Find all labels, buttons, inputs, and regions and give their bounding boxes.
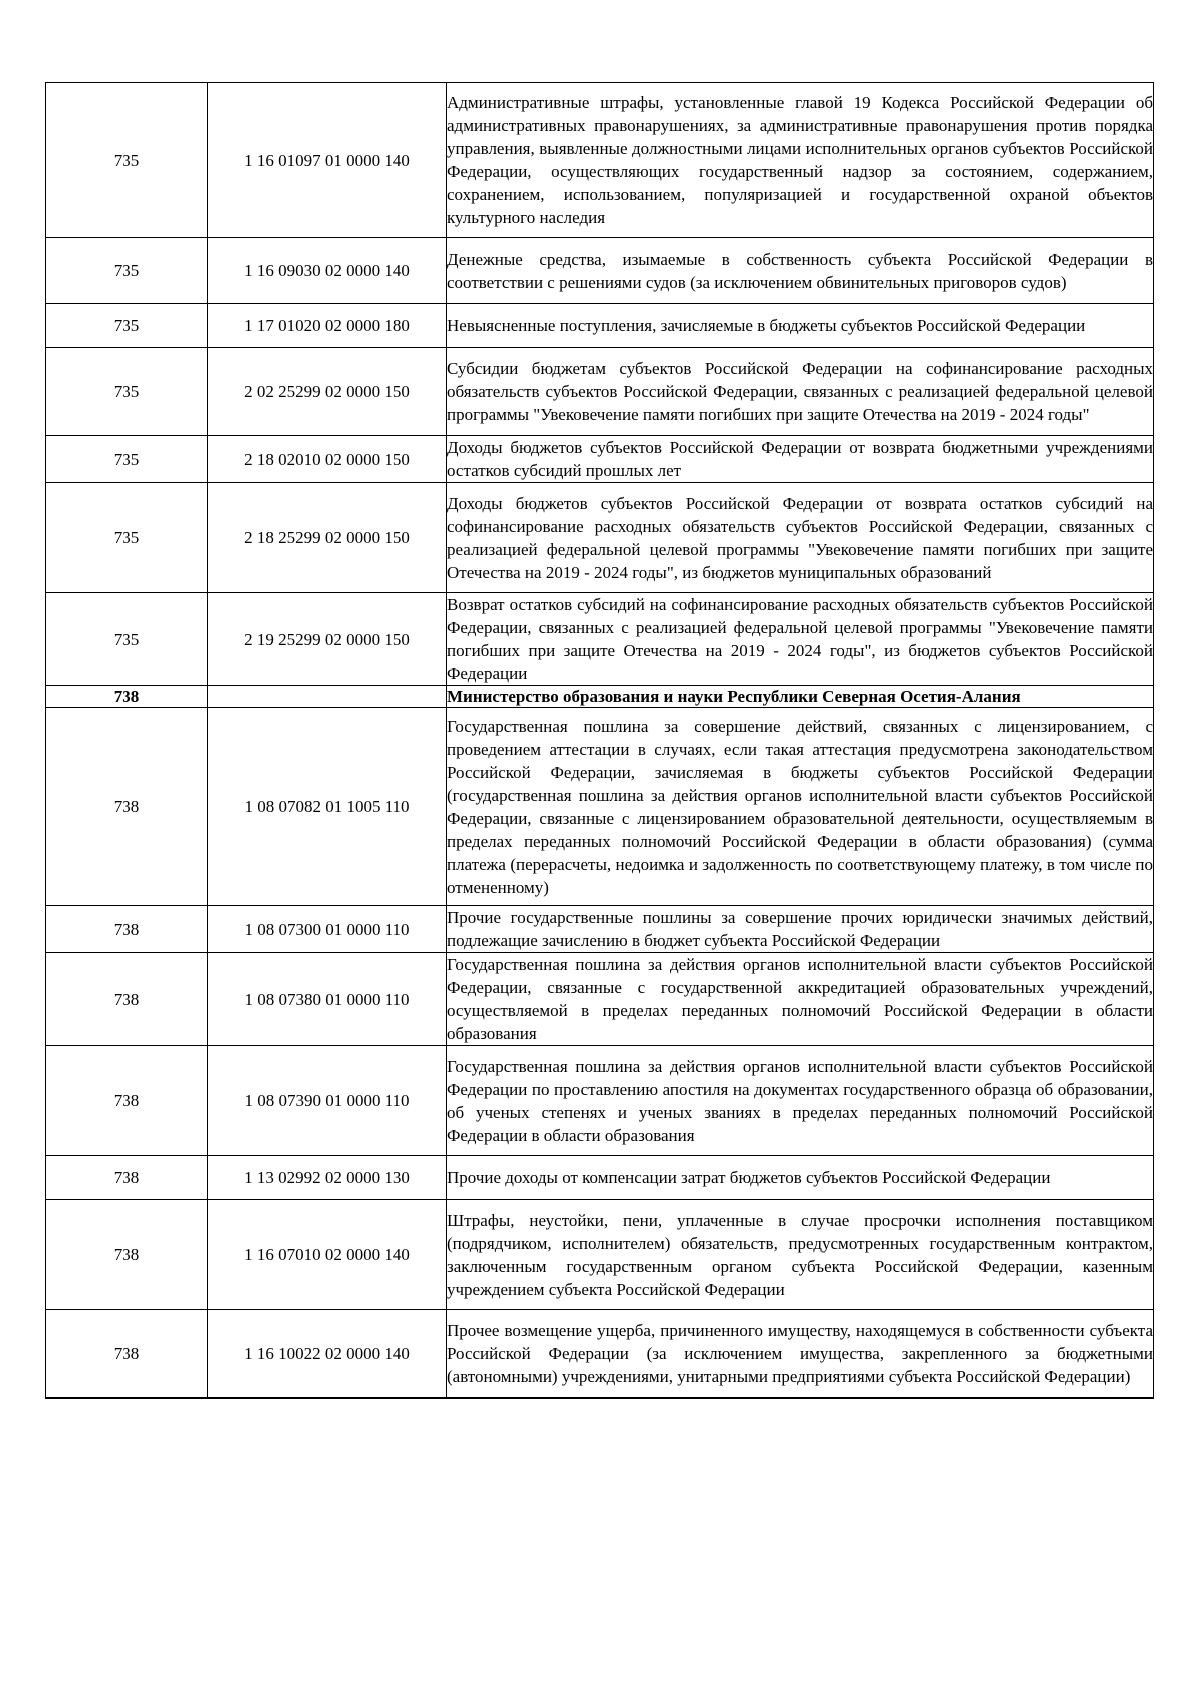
table-row xyxy=(46,1200,1154,1310)
budget-code-cell: 2 18 25299 02 0000 150 xyxy=(208,483,447,593)
revenue-name-cell: Прочее возмещение ущерба, причиненного имуществу, находящемуся в собственности субъекта Российской Федерации (за исключением имущества, закрепленного за бюджетными (автономными) учреждениями, унитарными предприятиями субъекта Российской Федерации) xyxy=(447,1310,1154,1398)
revenue-table-body xyxy=(46,83,1154,1398)
table-row xyxy=(46,593,1154,686)
revenue-table xyxy=(45,82,1154,1399)
revenue-name-cell: Доходы бюджетов субъектов Российской Федерации от возврата остатков субсидий на софинансирование расходных обязательств субъектов Российской Федерации, связанных с реализацией федеральной целевой программы "Увековечение памяти погибших при защите Отечества на 2019 - 2024 годы", из бюджетов муниципальных образований xyxy=(447,483,1154,593)
admin-code-cell: 738 xyxy=(46,1046,208,1156)
budget-code-cell: 1 16 07010 02 0000 140 xyxy=(208,1200,447,1310)
admin-code-cell: 738 xyxy=(46,1200,208,1310)
table-row xyxy=(46,708,1154,906)
revenue-name-cell: Административные штрафы, установленные главой 19 Кодекса Российской Федерации об административных правонарушениях, за административные правонарушения против порядка управления, выявленные должностными лицами исполнительных органов субъектов Российской Федерации, осуществляющих государственный надзор за состоянием, содержанием, сохранением, использованием, популяризацией и государственной охраной объектов культурного наследия xyxy=(447,83,1154,238)
admin-code-cell: 735 xyxy=(46,238,208,304)
revenue-name-cell: Невыясненные поступления, зачисляемые в бюджеты субъектов Российской Федерации xyxy=(447,304,1154,348)
table-row xyxy=(46,1310,1154,1398)
revenue-name-cell: Штрафы, неустойки, пени, уплаченные в случае просрочки исполнения поставщиком (подрядчиком, исполнителем) обязательств, предусмотренных государственным контрактом, заключенным государственным органом субъекта Российской Федерации, казенным учреждением субъекта Российской Федерации xyxy=(447,1200,1154,1310)
revenue-name-cell: Государственная пошлина за действия органов исполнительной власти субъектов Российской Федерации по проставлению апостиля на документах государственного образца об образовании, об ученых степенях и ученых званиях в пределах переданных полномочий Российской Федерации в области образования xyxy=(447,1046,1154,1156)
admin-code-cell: 738 xyxy=(46,1156,208,1200)
table-row xyxy=(46,436,1154,483)
admin-code-cell: 735 xyxy=(46,483,208,593)
section-header-row xyxy=(46,686,1154,708)
document-page xyxy=(45,82,1154,1399)
table-row xyxy=(46,304,1154,348)
admin-code-cell: 735 xyxy=(46,348,208,436)
revenue-name-cell: Государственная пошлина за действия органов исполнительной власти субъектов Российской Федерации, связанные с государственной аккредитацией образовательных учреждений, осуществляемой в пределах переданных полномочий Российской Федерации в области образования xyxy=(447,953,1154,1046)
table-row xyxy=(46,348,1154,436)
admin-code-cell: 738 xyxy=(46,953,208,1046)
admin-code-cell: 735 xyxy=(46,436,208,483)
table-row xyxy=(46,83,1154,238)
admin-code-cell: 735 xyxy=(46,593,208,686)
budget-code-cell xyxy=(208,686,447,708)
admin-code-cell: 738 xyxy=(46,1310,208,1398)
revenue-name-cell: Возврат остатков субсидий на софинансирование расходных обязательств субъектов Российской Федерации, связанных с реализацией федеральной целевой программы "Увековечение памяти погибших при защите Отечества на 2019 - 2024 годы", из бюджетов субъектов Российской Федерации xyxy=(447,593,1154,686)
budget-code-cell: 2 02 25299 02 0000 150 xyxy=(208,348,447,436)
budget-code-cell: 2 18 02010 02 0000 150 xyxy=(208,436,447,483)
admin-code-cell: 735 xyxy=(46,304,208,348)
revenue-name-cell: Денежные средства, изымаемые в собственность субъекта Российской Федерации в соответствии с решениями судов (за исключением обвинительных приговоров судов) xyxy=(447,238,1154,304)
admin-code-cell: 738 xyxy=(46,708,208,906)
revenue-name-cell: Прочие доходы от компенсации затрат бюджетов субъектов Российской Федерации xyxy=(447,1156,1154,1200)
table-row xyxy=(46,1046,1154,1156)
table-row xyxy=(46,953,1154,1046)
budget-code-cell: 1 16 09030 02 0000 140 xyxy=(208,238,447,304)
revenue-name-cell: Государственная пошлина за совершение действий, связанных с лицензированием, с проведением аттестации в случаях, если такая аттестация предусмотрена законодательством Российской Федерации, зачисляемая в бюджеты субъектов Российской Федерации (государственная пошлина за действия органов исполнительной власти субъектов Российской Федерации, связанные с лицензированием образовательной деятельности, осуществляемым в пределах переданных полномочий Российской Федерации в области образования) (сумма платежа (перерасчеты, недоимка и задолженность по соответствующему платежу, в том числе по отмененному) xyxy=(447,708,1154,906)
table-row xyxy=(46,483,1154,593)
table-row xyxy=(46,238,1154,304)
revenue-name-cell: Прочие государственные пошлины за совершение прочих юридически значимых действий, подлежащие зачислению в бюджет субъекта Российской Федерации xyxy=(447,906,1154,953)
admin-code-cell: 735 xyxy=(46,83,208,238)
budget-code-cell: 1 17 01020 02 0000 180 xyxy=(208,304,447,348)
budget-code-cell: 1 16 10022 02 0000 140 xyxy=(208,1310,447,1398)
table-row xyxy=(46,906,1154,953)
table-row xyxy=(46,1156,1154,1200)
revenue-name-cell: Министерство образования и науки Республики Северная Осетия-Алания xyxy=(447,686,1154,708)
revenue-name-cell: Субсидии бюджетам субъектов Российской Федерации на софинансирование расходных обязательств субъектов Российской Федерации, связанных с реализацией федеральной целевой программы "Увековечение памяти погибших при защите Отечества на 2019 - 2024 годы" xyxy=(447,348,1154,436)
revenue-name-cell: Доходы бюджетов субъектов Российской Федерации от возврата бюджетными учреждениями остатков субсидий прошлых лет xyxy=(447,436,1154,483)
budget-code-cell: 1 16 01097 01 0000 140 xyxy=(208,83,447,238)
admin-code-cell: 738 xyxy=(46,906,208,953)
budget-code-cell: 2 19 25299 02 0000 150 xyxy=(208,593,447,686)
admin-code-cell: 738 xyxy=(46,686,208,708)
budget-code-cell: 1 08 07082 01 1005 110 xyxy=(208,708,447,906)
budget-code-cell: 1 08 07390 01 0000 110 xyxy=(208,1046,447,1156)
budget-code-cell: 1 08 07300 01 0000 110 xyxy=(208,906,447,953)
budget-code-cell: 1 08 07380 01 0000 110 xyxy=(208,953,447,1046)
budget-code-cell: 1 13 02992 02 0000 130 xyxy=(208,1156,447,1200)
